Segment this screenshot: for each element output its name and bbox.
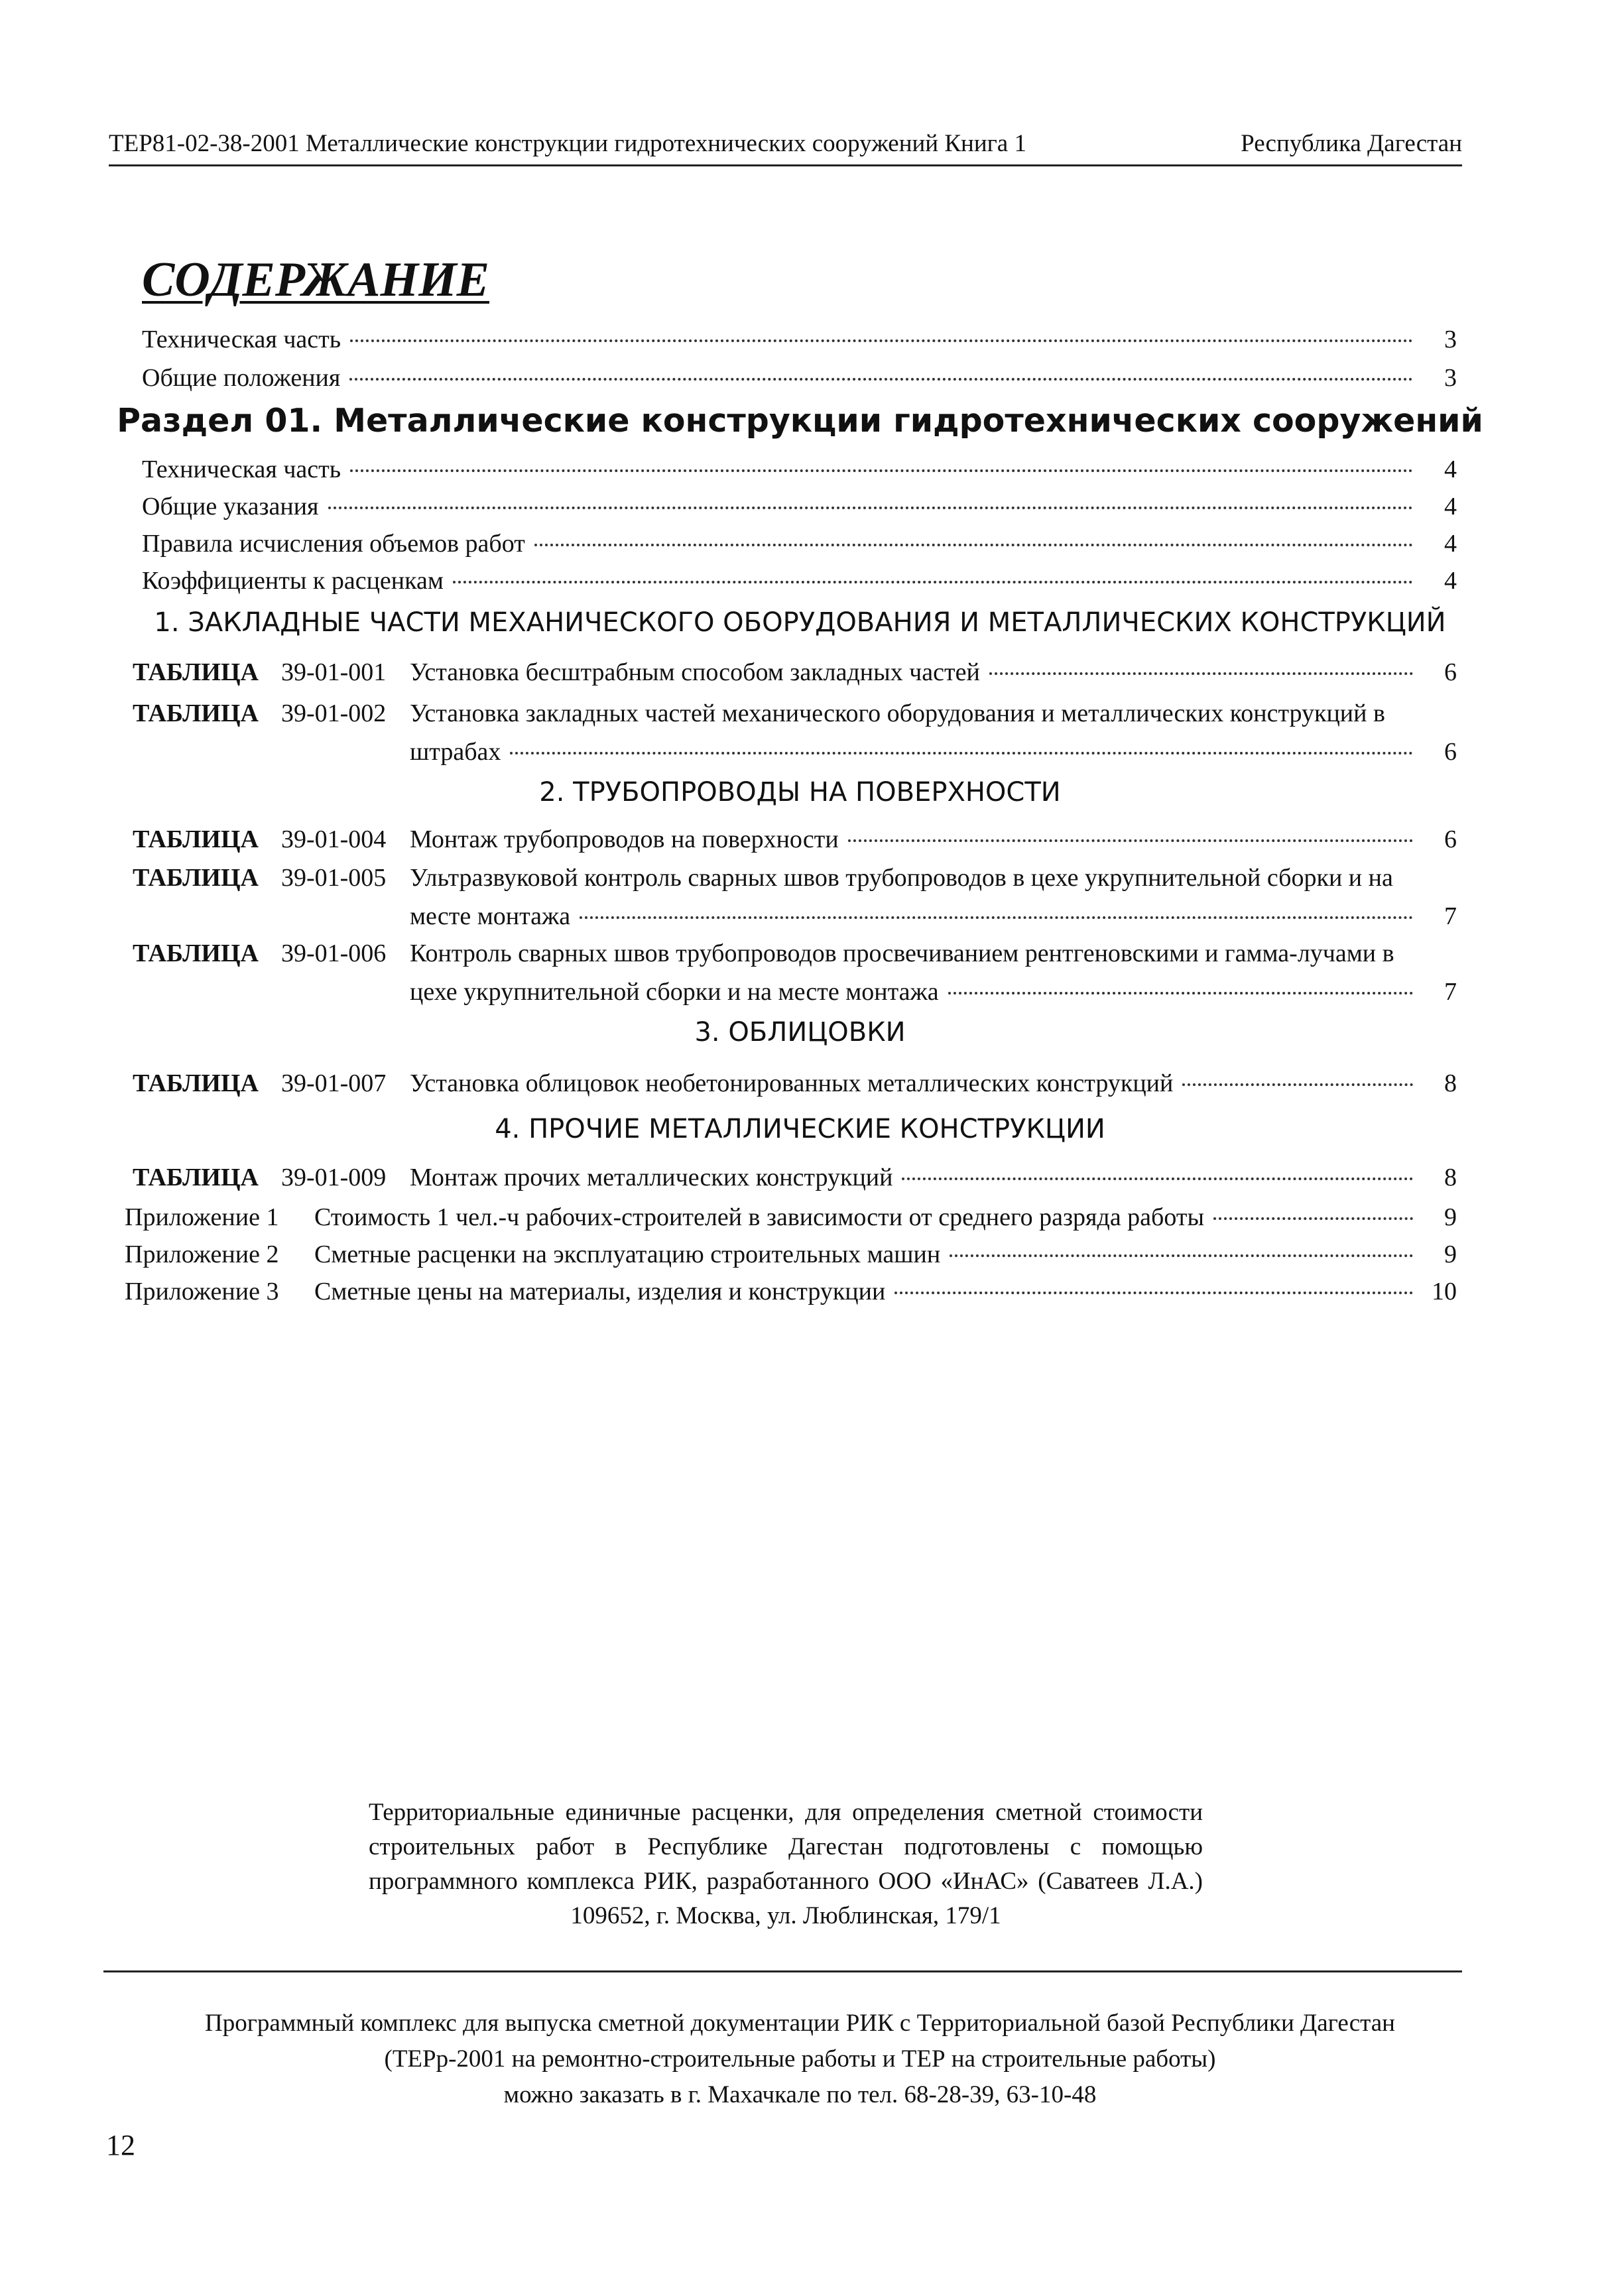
toc-entry[interactable]	[142, 325, 1457, 354]
leader-dots	[510, 752, 1413, 755]
group-heading: 1. ЗАКЛАДНЫЕ ЧАСТИ МЕХАНИЧЕСКОГО ОБОРУДОВАНИЯ И МЕТАЛЛИЧЕСКИХ КОНСТРУКЦИЙ	[154, 607, 1446, 638]
running-header-title: ТЕР81-02-38-2001 Металлические конструкции гидротехнических сооружений Книга 1	[109, 130, 1026, 157]
table-keyword: ТАБЛИЦА	[133, 658, 259, 686]
toc-entry-label: Техническая часть	[142, 326, 341, 353]
footer-line: можно заказать в г. Махачкале по тел. 68-28-39, 63-10-48	[503, 2081, 1097, 2108]
leader-dots	[328, 507, 1413, 509]
footer-line: (ТЕРр-2001 на ремонтно-строительные работы и ТЕР на строительные работы)	[384, 2045, 1216, 2073]
table-keyword: ТАБЛИЦА	[133, 1069, 259, 1097]
group-heading: 2. ТРУБОПРОВОДЫ НА ПОВЕРХНОСТИ	[539, 777, 1061, 808]
leader-dots	[948, 992, 1413, 995]
contents-title: СОДЕРЖАНИЕ	[142, 253, 489, 307]
appendix-page: 10	[1432, 1278, 1457, 1305]
table-entry[interactable]	[133, 939, 1457, 1016]
footer-divider	[103, 1970, 1462, 1972]
table-entry[interactable]	[133, 699, 1457, 776]
leader-dots	[453, 581, 1413, 583]
table-code: 39-01-001	[281, 658, 387, 686]
appendix-label: Приложение 3	[125, 1278, 279, 1305]
table-code: 39-01-006	[281, 939, 387, 967]
page-number: 12	[106, 2129, 135, 2161]
preparation-note	[369, 1795, 1203, 1933]
table-entry[interactable]	[133, 1163, 1457, 1201]
appendix-page: 9	[1444, 1240, 1457, 1268]
appendix-label: Приложение 1	[125, 1203, 279, 1231]
toc-entry-page: 3	[1444, 364, 1457, 392]
table-page: 8	[1444, 1164, 1457, 1191]
appendix-entry[interactable]	[125, 1277, 1457, 1315]
toc-entry-label: Общие положения	[142, 364, 341, 392]
toc-entry-label: Коэффициенты к расценкам	[142, 567, 444, 595]
leader-dots	[580, 916, 1413, 919]
table-entry[interactable]	[133, 825, 1457, 863]
toc-entry[interactable]	[142, 529, 1457, 558]
leader-dots	[350, 339, 1413, 342]
toc-entry-page: 4	[1444, 455, 1457, 483]
leader-dots	[350, 469, 1413, 472]
leader-dots	[950, 1254, 1413, 1257]
table-code: 39-01-009	[281, 1164, 387, 1191]
toc-entry-page: 4	[1444, 493, 1457, 520]
table-title: Монтаж трубопроводов на поверхности	[410, 825, 839, 853]
footer-line: Программный комплекс для выпуска сметной документации РИК с Территориальной базой Республики Дагестан	[205, 2010, 1395, 2037]
table-title-continued: месте монтажа	[410, 902, 571, 930]
table-code: 39-01-007	[281, 1069, 387, 1097]
table-title-continued: цехе укрупнительной сборки и на месте монтажа	[410, 978, 939, 1006]
table-keyword: ТАБЛИЦА	[133, 699, 259, 727]
group-heading: 3. ОБЛИЦОВКИ	[694, 1017, 906, 1048]
note-line: Территориальные единичные расценки, для определения сметной стоимости	[369, 1799, 1203, 1826]
leader-dots	[1213, 1217, 1413, 1220]
leader-dots	[848, 839, 1413, 842]
footer-advertisement	[133, 2006, 1467, 2113]
table-title: Монтаж прочих металлических конструкций	[410, 1164, 893, 1191]
appendix-entry[interactable]	[125, 1203, 1457, 1241]
note-address: 109652, г. Москва, ул. Люблинская, 179/1	[570, 1902, 1001, 1929]
table-keyword: ТАБЛИЦА	[133, 864, 259, 892]
toc-entry-page: 4	[1444, 530, 1457, 558]
table-title: Установка облицовок необетонированных металлических конструкций	[410, 1069, 1174, 1097]
toc-entry[interactable]	[142, 363, 1457, 393]
note-line: программного комплекса РИК, разработанного ООО «ИнАС» (Саватеев Л.А.)	[369, 1868, 1203, 1895]
table-page: 6	[1444, 658, 1457, 686]
header-divider	[109, 164, 1462, 166]
toc-entry-label: Правила исчисления объемов работ	[142, 530, 525, 558]
table-code: 39-01-002	[281, 699, 387, 727]
leader-dots	[989, 672, 1413, 675]
table-title: Установка бесштрабным способом закладных частей	[410, 658, 980, 686]
appendix-entry[interactable]	[125, 1240, 1457, 1278]
toc-entry[interactable]	[142, 492, 1457, 521]
toc-entry-label: Общие указания	[142, 493, 319, 520]
leader-dots	[1182, 1083, 1413, 1086]
table-title: Установка закладных частей механического оборудования и металлических конструкций в	[410, 699, 1385, 727]
toc-entry[interactable]	[142, 566, 1457, 595]
table-title: Ультразвуковой контроль сварных швов трубопроводов в цехе укрупнительной сборки и на	[410, 864, 1393, 892]
table-entry[interactable]	[133, 658, 1457, 696]
toc-entry[interactable]	[142, 455, 1457, 484]
appendix-title: Сметные цены на материалы, изделия и конструкции	[314, 1278, 886, 1305]
table-page: 6	[1444, 738, 1457, 766]
table-title-continued: штрабах	[410, 738, 501, 766]
toc-entry-page: 4	[1444, 567, 1457, 595]
appendix-title: Стоимость 1 чел.-ч рабочих-строителей в зависимости от среднего разряда работы	[314, 1203, 1205, 1231]
leader-dots	[349, 378, 1413, 381]
table-entry[interactable]	[133, 1069, 1457, 1107]
appendix-title: Сметные расценки на эксплуатацию строительных машин	[314, 1240, 941, 1268]
running-header-region: Республика Дагестан	[1241, 130, 1462, 157]
toc-entry-page: 3	[1444, 326, 1457, 353]
leader-dots	[902, 1178, 1413, 1180]
table-keyword: ТАБЛИЦА	[133, 825, 259, 853]
toc-entry-label: Техническая часть	[142, 455, 341, 483]
table-page: 7	[1444, 902, 1457, 930]
group-heading: 4. ПРОЧИЕ МЕТАЛЛИЧЕСКИЕ КОНСТРУКЦИИ	[495, 1114, 1105, 1144]
table-page: 8	[1444, 1069, 1457, 1097]
table-page: 7	[1444, 978, 1457, 1006]
table-page: 6	[1444, 825, 1457, 853]
table-keyword: ТАБЛИЦА	[133, 1164, 259, 1191]
table-entry[interactable]	[133, 863, 1457, 940]
appendix-label: Приложение 2	[125, 1240, 279, 1268]
appendix-page: 9	[1444, 1203, 1457, 1231]
leader-dots	[894, 1292, 1413, 1294]
table-keyword: ТАБЛИЦА	[133, 939, 259, 967]
table-code: 39-01-004	[281, 825, 387, 853]
table-code: 39-01-005	[281, 864, 387, 892]
leader-dots	[534, 544, 1413, 546]
table-title: Контроль сварных швов трубопроводов просвечиванием рентгеновскими и гамма-лучами в	[410, 939, 1394, 967]
note-line: строительных работ в Республике Дагестан подготовлены с помощью	[369, 1833, 1203, 1860]
section-heading: Раздел 01. Металлические конструкции гидротехнических сооружений	[117, 402, 1483, 440]
